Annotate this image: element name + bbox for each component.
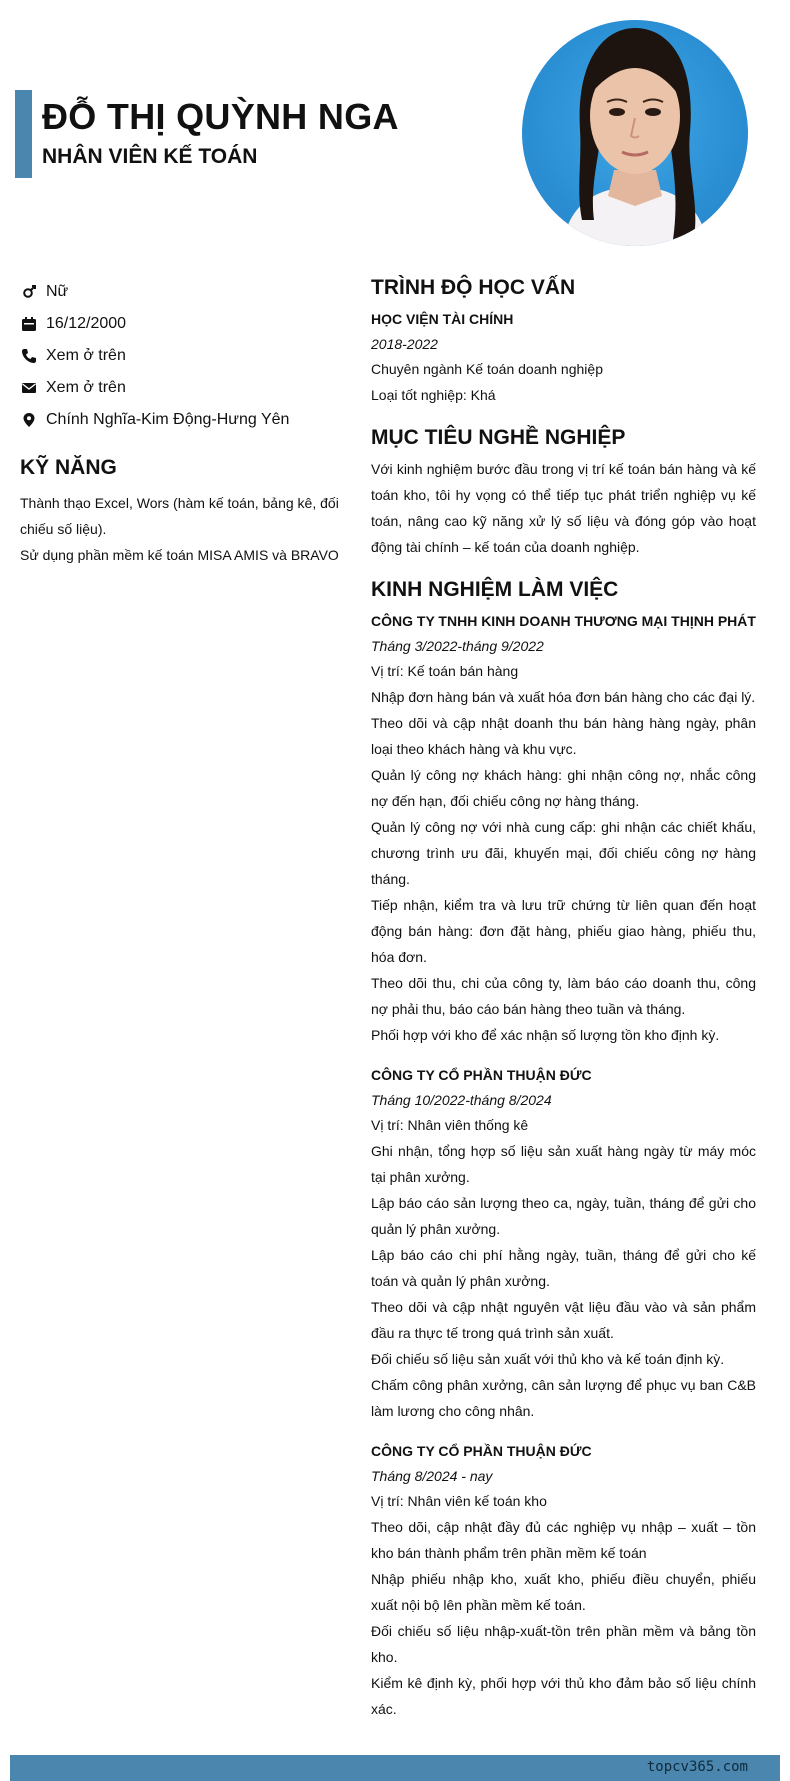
job-duty: Kiểm kê định kỳ, phối hợp với thủ kho đảm bảo số liệu chính xác. xyxy=(371,1675,756,1717)
objective-text: Với kinh nghiệm bước đầu trong vị trí kế toán bán hàng và kế toán kho, tôi hy vọng có thể tiếp tục phát triển nghiệp vụ kế toán, nâng cao kỹ năng xử lý số liệu và đóng góp vào hoạt động tài chính – kế toán của doanh nghiệp. xyxy=(371,461,756,555)
job-position: Vị trí: Kế toán bán hàng xyxy=(371,663,519,679)
footer-bar xyxy=(10,1755,780,1781)
phone-icon xyxy=(20,347,38,365)
contact-birthday-text: 16/12/2000 xyxy=(46,315,127,332)
job-duty: Đối chiếu số liệu sản xuất với thủ kho và kế toán định kỳ. xyxy=(371,1351,725,1367)
job-duty: Quản lý công nợ với nhà cung cấp: ghi nhận các chiết khấu, chương trình ưu đãi, khuyến mại, đối chiếu công nợ hàng tháng. xyxy=(371,819,756,887)
job-company: CÔNG TY CỔ PHẦN THUẬN ĐỨC xyxy=(371,1443,592,1459)
job-period: Tháng 10/2022-tháng 8/2024 xyxy=(371,1092,552,1108)
job-duty: Theo dõi và cập nhật nguyên vật liệu đầu vào và sản phẩm đầu ra thực tế trong quá trình sản xuất. xyxy=(371,1299,756,1341)
left-column xyxy=(20,276,340,568)
profile-photo-illustration xyxy=(522,20,748,246)
objective-title: MỤC TIÊU NGHỀ NGHIỆP xyxy=(371,426,626,449)
education-section xyxy=(371,276,756,408)
job-company: CÔNG TY CỔ PHẦN THUẬN ĐỨC xyxy=(371,1067,592,1083)
job-duty: Lập báo cáo sản lượng theo ca, ngày, tuần, tháng để gửi cho quản lý phân xưởng. xyxy=(371,1195,756,1237)
location-icon xyxy=(20,411,38,429)
envelope-icon xyxy=(20,379,38,397)
job-duty: Ghi nhận, tổng hợp số liệu sản xuất hàng ngày từ máy móc tại phân xưởng. xyxy=(371,1143,756,1185)
contact-email-text: Xem ở trên xyxy=(46,379,126,396)
education-grade: Loại tốt nghiệp: Khá xyxy=(371,387,496,403)
job-entry xyxy=(371,1062,756,1424)
job-duty: Theo dõi và cập nhật doanh thu bán hàng hàng ngày, phân loại theo khách hàng và khu vực. xyxy=(371,715,756,757)
candidate-role: NHÂN VIÊN KẾ TOÁN xyxy=(42,145,258,168)
job-period: Tháng 8/2024 - nay xyxy=(371,1468,493,1484)
skills-line: Sử dụng phần mềm kế toán MISA AMIS và BRAVO xyxy=(20,547,339,563)
job-period: Tháng 3/2022-tháng 9/2022 xyxy=(371,638,544,654)
contact-gender-text: Nữ xyxy=(46,283,69,300)
objective-section xyxy=(371,426,756,560)
job-entry xyxy=(371,1438,756,1722)
job-duty: Theo dõi thu, chi của công ty, làm báo cáo doanh thu, công nợ phải thu, báo cáo bán hàng theo tuần và tháng. xyxy=(371,975,756,1017)
contact-email xyxy=(20,372,340,404)
profile-photo xyxy=(522,20,748,246)
experience-title: KINH NGHIỆM LÀM VIỆC xyxy=(371,578,619,601)
job-duty: Phối hợp với kho để xác nhận số lượng tồn kho định kỳ. xyxy=(371,1027,720,1043)
calendar-icon xyxy=(20,315,38,333)
gender-icon xyxy=(20,283,38,301)
header-accent-bar xyxy=(15,90,32,178)
job-duty: Theo dõi, cập nhật đầy đủ các nghiệp vụ nhập – xuất – tồn kho bán thành phẩm trên phần mềm kế toán xyxy=(371,1519,756,1561)
job-duty: Quản lý công nợ khách hàng: ghi nhận công nợ, nhắc công nợ đến hạn, đối chiếu công nợ hàng tháng. xyxy=(371,767,756,809)
job-position: Vị trí: Nhân viên kế toán kho xyxy=(371,1493,547,1509)
job-position: Vị trí: Nhân viên thống kê xyxy=(371,1117,529,1133)
job-entry xyxy=(371,608,756,1048)
right-column xyxy=(371,276,756,1740)
contact-phone-text: Xem ở trên xyxy=(46,347,126,364)
contact-birthday xyxy=(20,308,340,340)
experience-section xyxy=(371,578,756,1722)
job-duty: Đối chiếu số liệu nhập-xuất-tồn trên phần mềm và bảng tồn kho. xyxy=(371,1623,756,1665)
footer-brand: topcv365.com xyxy=(646,1759,748,1775)
job-duty: Nhập phiếu nhập kho, xuất kho, phiếu điều chuyển, phiếu xuất nội bộ lên phần mềm kế toán. xyxy=(371,1571,756,1613)
contact-address xyxy=(20,404,340,436)
job-duty: Lập báo cáo chi phí hằng ngày, tuần, tháng để gửi cho kế toán và quản lý phân xưởng. xyxy=(371,1247,756,1289)
education-school: HỌC VIỆN TÀI CHÍNH xyxy=(371,311,514,327)
contact-address-text: Chính Nghĩa-Kim Động-Hưng Yên xyxy=(46,411,290,428)
skills-line: Thành thạo Excel, Wors (hàm kế toán, bảng kê, đối chiếu số liệu). xyxy=(20,495,339,537)
skills-title: KỸ NĂNG xyxy=(20,456,117,479)
job-company: CÔNG TY TNHH KINH DOANH THƯƠNG MẠI THỊNH PHÁT xyxy=(371,613,756,629)
job-duty: Chấm công phân xưởng, cân sản lượng để phục vụ ban C&B làm lương cho công nhân. xyxy=(371,1377,756,1419)
education-period: 2018-2022 xyxy=(371,336,438,352)
job-duty: Nhập đơn hàng bán và xuất hóa đơn bán hàng cho các đại lý. xyxy=(371,689,756,705)
education-major: Chuyên ngành Kế toán doanh nghiệp xyxy=(371,361,603,377)
job-duty: Tiếp nhận, kiểm tra và lưu trữ chứng từ liên quan đến hoạt động bán hàng: đơn đặt hàng, phiếu giao hàng, phiếu thu, hóa đơn. xyxy=(371,897,756,965)
candidate-name: ĐỖ THỊ QUỲNH NGA xyxy=(42,96,399,137)
contact-gender xyxy=(20,276,340,308)
contact-phone xyxy=(20,340,340,372)
education-title: TRÌNH ĐỘ HỌC VẤN xyxy=(371,276,576,299)
